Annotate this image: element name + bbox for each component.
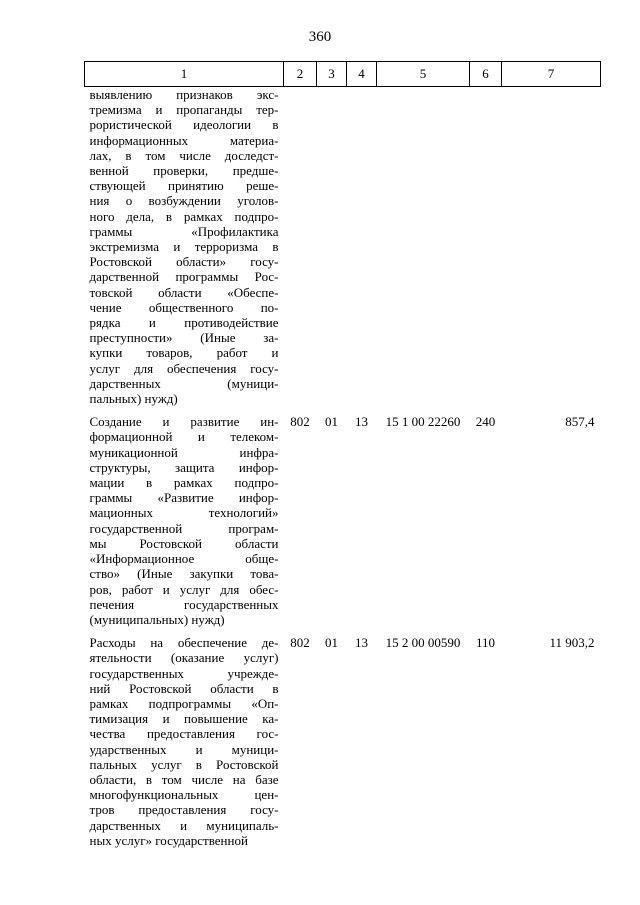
description-line: преступности» (Иные за- bbox=[89, 330, 279, 346]
page-number: 360 bbox=[308, 29, 332, 45]
cell-ministry-code bbox=[284, 87, 317, 407]
description-line: (муниципальных) нужд) bbox=[89, 611, 225, 627]
budget-table bbox=[84, 61, 601, 848]
description-line: граммы «Профилактика bbox=[89, 223, 279, 239]
cell-section bbox=[317, 87, 347, 407]
header-row bbox=[85, 62, 601, 87]
description-line: дарственных и муниципаль- bbox=[89, 817, 279, 833]
description-line: дарственной программы Рос- bbox=[89, 269, 279, 285]
description-line: купки товаров, работ и bbox=[89, 345, 279, 361]
description-line: ударственных и муници- bbox=[89, 741, 279, 757]
cell-expense-type: 110 bbox=[475, 635, 496, 651]
cell-target-article: 15 2 00 00590 bbox=[385, 635, 461, 651]
description-line: государственной програм- bbox=[89, 520, 279, 536]
table-row bbox=[85, 87, 601, 407]
row-spacer-cell bbox=[85, 627, 601, 635]
cell-amount: 11 903,2 bbox=[549, 635, 595, 651]
row-description bbox=[85, 635, 284, 848]
table-row bbox=[85, 414, 601, 627]
description-line: венной проверки, предше- bbox=[89, 163, 279, 179]
description-line: пальных) нужд) bbox=[89, 391, 178, 407]
description-line: рядка и противодействие bbox=[89, 315, 279, 331]
description-line: ния о возбуждении уголов- bbox=[89, 193, 279, 209]
description-line: чества предоставления гос- bbox=[89, 726, 279, 742]
cell-ministry-code: 802 bbox=[290, 635, 310, 651]
description-line: ров, работ и услуг для обес- bbox=[89, 581, 279, 597]
description-line: ных услуг» государственной bbox=[89, 832, 248, 848]
description-line: государственных учрежде- bbox=[89, 665, 279, 681]
header-col-2: 2 bbox=[284, 62, 317, 87]
cell-section: 01 bbox=[325, 635, 338, 651]
description-line: мы Ростовской области bbox=[89, 535, 279, 551]
description-line: Создание и развитие ин- bbox=[89, 414, 279, 430]
description-line: ний Ростовской области в bbox=[89, 680, 279, 696]
description-line: ятельности (оказание услуг) bbox=[89, 650, 279, 666]
header-col-3: 3 bbox=[317, 62, 347, 87]
description-line: рористической идеологии в bbox=[89, 117, 279, 133]
header-col-6: 6 bbox=[470, 62, 502, 87]
description-line: печения государственных bbox=[89, 596, 279, 612]
cell-amount bbox=[502, 87, 601, 407]
cell-section: 01 bbox=[325, 414, 338, 430]
description-line: области, в том числе на базе bbox=[89, 771, 279, 787]
cell-subsection: 13 bbox=[355, 635, 368, 651]
description-line: тров предоставления госу- bbox=[89, 802, 279, 818]
cell-expense-type: 240 bbox=[475, 414, 496, 430]
cell-subsection: 13 bbox=[355, 414, 368, 430]
description-line: структуры, защита инфор- bbox=[89, 459, 279, 475]
description-line: рамках подпрограммы «Оп- bbox=[89, 695, 279, 711]
description-line: тремизма и пропаганды тер- bbox=[89, 102, 279, 118]
description-line: товской области «Обеспе- bbox=[89, 284, 279, 300]
description-line: тимизация и повышение ка- bbox=[89, 711, 279, 727]
header-col-4: 4 bbox=[347, 62, 377, 87]
table-row bbox=[85, 635, 601, 848]
description-line: информационных материа- bbox=[89, 132, 279, 148]
description-line: «Информационное обще- bbox=[89, 551, 279, 567]
description-line: услуг для обеспечения госу- bbox=[89, 360, 279, 376]
cell-target-article bbox=[377, 87, 470, 407]
description-line: пальных услуг в Ростовской bbox=[89, 756, 279, 772]
description-line: муникационной инфра- bbox=[89, 444, 279, 460]
description-line: граммы «Развитие инфор- bbox=[89, 490, 279, 506]
description-line: чение общественного по- bbox=[89, 299, 279, 315]
description-line: многофункциональных цен- bbox=[89, 787, 279, 803]
cell-amount: 857,4 bbox=[565, 414, 595, 430]
cell-expense-type bbox=[470, 87, 502, 407]
cell-target-article: 15 1 00 22260 bbox=[385, 414, 461, 430]
description-line: мации в рамках подпро- bbox=[89, 475, 279, 491]
cell-ministry-code: 802 bbox=[290, 414, 310, 430]
description-line: лах, в том числе доследст- bbox=[89, 147, 279, 163]
header-col-1: 1 bbox=[85, 62, 284, 87]
row-description bbox=[85, 87, 284, 407]
row-spacer-cell bbox=[85, 406, 601, 414]
description-line: выявлению признаков экс- bbox=[89, 87, 279, 102]
description-line: дарственных (муници- bbox=[89, 375, 279, 391]
description-line: мационных технологий» bbox=[89, 505, 279, 521]
description-line: ствующей принятию реше- bbox=[89, 178, 279, 194]
header-col-5: 5 bbox=[377, 62, 470, 87]
description-line: Ростовской области» госу- bbox=[89, 254, 279, 270]
description-line: ного дела, в рамках подпро- bbox=[89, 208, 279, 224]
row-spacer bbox=[85, 406, 601, 414]
header-col-7: 7 bbox=[502, 62, 601, 87]
description-line: экстремизма и терроризма в bbox=[89, 239, 279, 255]
description-line: Расходы на обеспечение де- bbox=[89, 635, 279, 651]
row-spacer bbox=[85, 627, 601, 635]
table-body bbox=[85, 87, 601, 848]
row-description bbox=[85, 414, 284, 627]
description-line: формационной и телеком- bbox=[89, 429, 279, 445]
cell-subsection bbox=[347, 87, 377, 407]
description-line: ство» (Иные закупки това- bbox=[89, 566, 279, 582]
